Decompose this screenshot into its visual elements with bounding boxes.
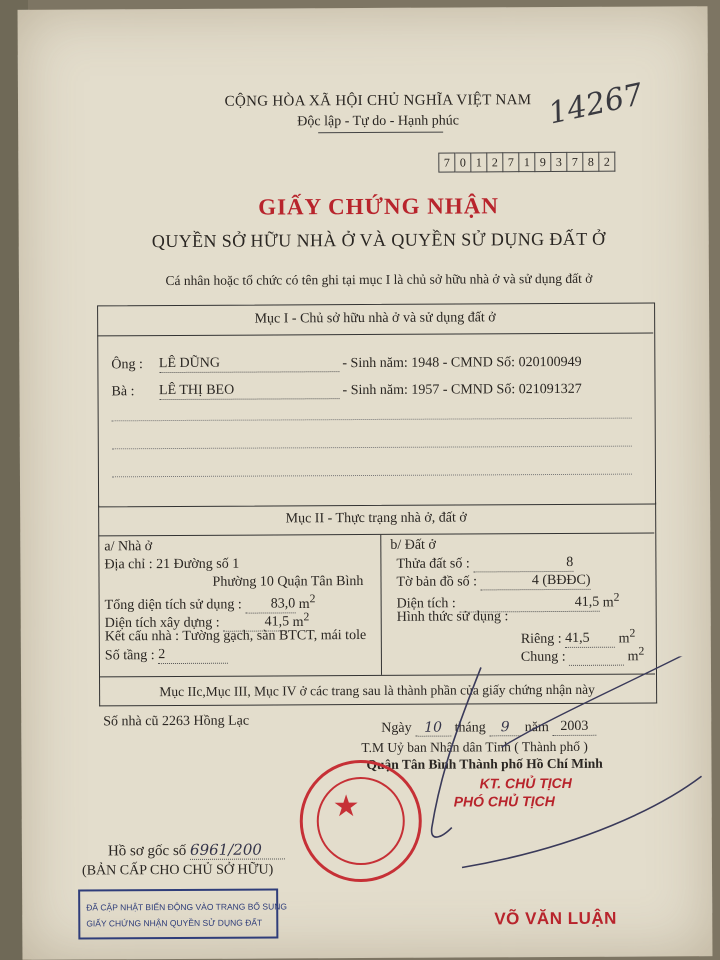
private-value: 41,5 (565, 630, 615, 647)
address-value: 21 Đường số 1 (156, 556, 240, 573)
area-unit: m (298, 596, 310, 613)
plot-label: Thửa đất số : (396, 556, 470, 572)
owner-birth: - Sinh năm: 1957 - CMND Số: 021091327 (342, 381, 582, 399)
built-area-value: 41,5 (223, 614, 289, 631)
motto-underline (318, 132, 443, 134)
land-label: b/ Đất ở (390, 537, 436, 553)
structure-label: Kết cấu nhà : (104, 628, 180, 645)
floors-label: Số tầng : (104, 648, 155, 664)
owner-title: Bà : (111, 384, 135, 400)
area-unit-sup: 2 (629, 626, 636, 640)
day-value: 10 (415, 720, 451, 737)
area-unit: m (602, 595, 614, 611)
section-2-heading: Mục II - Thực trạng nhà ở, đất ở (98, 502, 654, 536)
position-2: PHÓ CHỦ TỊCH (453, 793, 555, 810)
serial-digit: 7 (567, 152, 583, 172)
built-area-label: Diện tích xây dựng : (104, 615, 220, 632)
total-area-label: Tổng diện tích sử dụng : (104, 597, 242, 614)
month-value: 9 (489, 719, 521, 736)
seal-emblem-icon: ★ (332, 790, 360, 824)
address-ward: Phường 10 Quận Tân Bình (212, 574, 364, 590)
plot-row (396, 555, 573, 573)
owner-title: Ông : (111, 357, 143, 373)
map-value: 4 (BĐĐC) (480, 573, 590, 591)
structure-row (105, 628, 366, 645)
total-area-value: 83,0 (245, 596, 295, 613)
area-unit-sup: 2 (638, 644, 645, 658)
copy-note: (BẢN CẤP CHO CHỦ SỞ HỮU) (81, 862, 274, 879)
position-1: KT. CHỦ TỊCH (479, 774, 572, 792)
owner-birth: - Sinh năm: 1948 - CMND Số: 020100949 (342, 354, 582, 372)
floors-value: 2 (158, 647, 228, 664)
area-unit: m (627, 649, 639, 665)
serial-digit: 7 (503, 152, 519, 172)
section-1-heading: Mục I - Chủ sở hữu nhà ở và sử dụng đất ở (97, 302, 653, 336)
land-area-label: Diện tích : (396, 596, 456, 612)
day-label: Ngày (381, 720, 412, 736)
serial-digit: 1 (471, 152, 487, 172)
floors-row (105, 647, 228, 665)
handwritten-number: 14267 (545, 77, 647, 132)
old-house-number: Số nhà cũ 2263 Hồng Lạc (103, 713, 250, 730)
seal-inner-ring (317, 777, 405, 865)
area-unit: m (292, 614, 304, 631)
document-subtitle: QUYỀN SỞ HỮU NHÀ Ở VÀ QUYỀN SỬ DỤNG ĐẤT Ở (151, 228, 606, 252)
address-row (104, 557, 239, 574)
update-stamp (78, 888, 287, 939)
year-label: năm (524, 720, 549, 736)
document-title: GIẤY CHỨNG NHẬN (258, 193, 499, 220)
update-stamp-line-1: ĐÃ CẬP NHẬT BIẾN ĐỘNG VÀO TRANG BỔ SUNG (86, 901, 287, 913)
authority-line-2: Quận Tân Bình Thành phố Hồ Chí Minh (366, 755, 603, 772)
serial-digit: 7 (438, 153, 455, 173)
serial-digit: 8 (583, 152, 599, 172)
file-ref-value: 6961/200 (190, 840, 285, 859)
section-2-footer: Mục IIc,Mục III, Mục IV ở các trang sau là thành phần của giấy chứng nhận này (99, 673, 655, 706)
serial-digit: 2 (487, 152, 503, 172)
serial-digit: 9 (535, 152, 551, 172)
area-unit-sup: 2 (309, 592, 316, 606)
map-label: Tờ bản đồ số : (396, 574, 478, 590)
area-unit: m (618, 631, 630, 647)
signature-mark (401, 656, 720, 878)
use-form-label: Hình thức sử dụng : (396, 609, 509, 625)
serial-digit: 3 (551, 152, 567, 172)
signer-name: VÕ VĂN LUẬN (494, 908, 617, 929)
owner-row (111, 381, 581, 400)
serial-digit: 2 (599, 152, 615, 172)
file-ref-label: Hồ sơ gốc số (107, 842, 187, 860)
shared-label: Chung : (520, 649, 566, 665)
private-label: Riêng : (520, 631, 562, 647)
owner-row (111, 354, 581, 373)
structure-value: Tường gạch, sàn BTCT, mái tole (182, 627, 367, 644)
area-unit-sup: 2 (613, 590, 620, 604)
map-row (396, 573, 590, 591)
serial-digit: 1 (519, 152, 535, 172)
serial-number-boxes (438, 152, 615, 173)
address-label: Địa chỉ : (104, 557, 153, 573)
authority-line-1: T.M Uỷ ban Nhân dân Tỉnh ( Thành phố ) (361, 738, 588, 756)
month-label: tháng (454, 720, 486, 736)
owner-name: LÊ THỊ BEO (159, 382, 339, 400)
intro-text: Cá nhân hoặc tổ chức có tên ghi tại mục I là chủ sở hữu nhà ở và sử dụng đất ở (165, 270, 593, 289)
area-unit-sup: 2 (303, 610, 310, 624)
nation-header: CỘNG HÒA XÃ HỘI CHỦ NGHĨA VIỆT NAM (224, 92, 532, 110)
plot-value: 8 (473, 555, 573, 573)
house-label: a/ Nhà ở (104, 539, 153, 555)
owner-name: LÊ DŨNG (159, 355, 339, 373)
update-stamp-line-2: GIẤY CHỨNG NHẬN QUYỀN SỬ DỤNG ĐẤT (86, 917, 263, 929)
land-area-value: 41,5 (459, 594, 599, 612)
year-value: 2003 (552, 719, 596, 736)
certificate-paper (18, 6, 713, 960)
file-ref-row (108, 840, 285, 860)
motto: Độc lập - Tự do - Hạnh phúc (297, 113, 459, 130)
serial-digit: 0 (455, 152, 471, 172)
